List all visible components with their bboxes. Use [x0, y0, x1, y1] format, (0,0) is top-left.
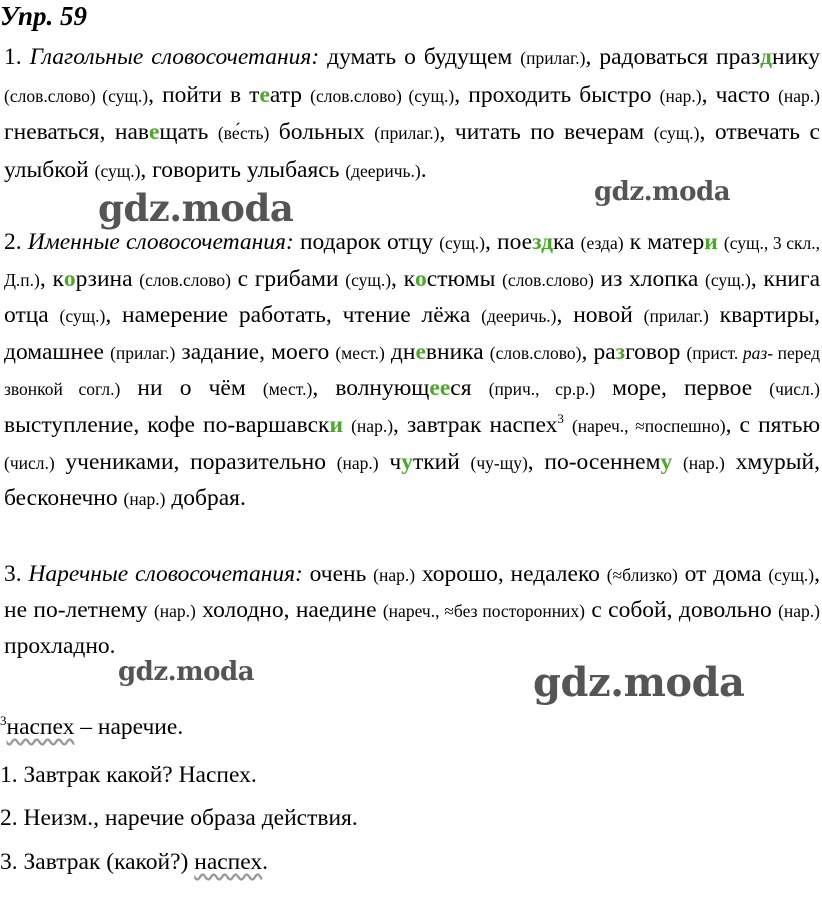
footnote-text: – наречие.	[74, 714, 184, 740]
text: , книга отца	[4, 265, 821, 329]
text: щать	[159, 119, 218, 145]
text: , с пятью	[725, 411, 820, 438]
footnote-line: 1. Завтрак какой? Наспех.	[0, 762, 257, 788]
text: думать о будущем	[319, 44, 521, 70]
text	[343, 412, 351, 438]
grammar-note: (сущ.)	[439, 233, 486, 253]
grammar-note: (сущ.)	[653, 123, 700, 143]
grammar-note: (езда)	[580, 233, 624, 253]
grammar-note: (слов.слово) (сущ.)	[4, 85, 149, 106]
section-heading: Глагольные словосочетания:	[29, 44, 320, 70]
watermark: gdz.moda	[98, 186, 294, 230]
footnote-text: 3. Завтрак (какой?)	[0, 849, 195, 875]
watermark: gdz.moda	[118, 657, 255, 687]
grammar-note: (сущ.)	[705, 269, 751, 290]
grammar-note: (прист.	[686, 342, 743, 363]
text: квартиры, домашнее	[4, 302, 820, 365]
grammar-note: (слов.слово)	[139, 269, 231, 290]
text: холодно, наедине	[195, 597, 383, 623]
text: , к	[391, 265, 416, 292]
paragraph-nominal-phrases	[4, 225, 820, 518]
grammar-note: (нар.)	[336, 452, 379, 473]
footnote-ref: 3	[557, 411, 564, 427]
text: , пойти в т	[148, 81, 260, 108]
text: вника	[425, 338, 490, 365]
highlighted-letter: ее	[429, 375, 451, 402]
text: ка	[553, 229, 581, 255]
grammar-note: (мест.)	[262, 379, 313, 400]
text: .	[420, 156, 427, 183]
grammar-note: (нар.)	[153, 601, 196, 621]
highlighted-letter: и	[704, 229, 718, 255]
grammar-note: (прич., ср.р.)	[488, 379, 596, 400]
text: стюмы	[426, 265, 503, 292]
text: , ра	[581, 338, 616, 365]
text: , часто	[701, 81, 779, 108]
text: добрая.	[165, 485, 246, 512]
grammar-note: перед звонкой согл.)	[4, 342, 820, 400]
paragraph-adverbial-phrases	[4, 557, 820, 664]
highlighted-letter: е	[148, 119, 160, 145]
text: , говорить улыбаясь	[140, 156, 346, 183]
text: выступление, кофе по-варшавск	[4, 411, 330, 438]
grammar-note: (слов.слово)	[489, 342, 582, 363]
grammar-note: (числ.)	[769, 379, 820, 400]
text: , волнующ	[312, 375, 430, 402]
grammar-note: (слов.слово)	[502, 269, 594, 290]
text: ни о чём	[120, 375, 263, 402]
text: ся	[450, 375, 489, 402]
text: учениками, поразительно	[54, 448, 337, 475]
text: , пое	[485, 229, 533, 255]
footnote-line: 2. Неизм., наречие образа действия.	[0, 805, 358, 831]
grammar-note: (сущ., 3 скл., Д.п.)	[4, 233, 821, 290]
highlighted-letter: о	[415, 265, 427, 292]
text: ткий	[412, 448, 471, 475]
text: от дома	[677, 561, 769, 587]
text: , завтрак наспех	[393, 411, 558, 438]
text: , по-осеннем	[527, 448, 661, 475]
text: , читать по вечерам	[439, 119, 654, 145]
text: , отвечать с улыбкой	[4, 119, 820, 183]
grammar-note: (сущ.)	[768, 565, 815, 585]
highlighted-letter: з	[615, 338, 626, 365]
grammar-note: (нар.)	[123, 489, 166, 510]
text: из хлопка	[593, 265, 706, 292]
grammar-note: (нар.)	[373, 565, 416, 585]
text: больных	[269, 119, 375, 145]
text: , радоваться праз	[585, 44, 761, 70]
highlighted-letter: у	[660, 448, 673, 475]
grammar-note: (нар.)	[682, 452, 725, 473]
text: дн	[384, 338, 416, 365]
grammar-note: (чу-щу)	[470, 452, 528, 473]
grammar-note: (дееричь.)	[345, 160, 421, 181]
text: ч	[378, 448, 402, 475]
grammar-note: (нареч., ≈без посторонних)	[382, 601, 586, 621]
highlighted-letter: и	[329, 411, 344, 438]
grammar-note: (сущ.)	[345, 269, 392, 290]
highlighted-letter: о	[63, 265, 76, 292]
grammar-note: (числ.)	[4, 452, 55, 473]
text: прохладно.	[4, 633, 116, 659]
section-heading: Именные словосочетания:	[27, 229, 294, 255]
text: к матер	[623, 229, 705, 255]
highlighted-letter: д	[760, 44, 772, 70]
grammar-note: (нар.)	[778, 601, 820, 621]
grammar-note: (прилаг.)	[520, 48, 586, 68]
footnote-mark: 3	[0, 713, 7, 729]
highlighted-letter: е	[259, 81, 270, 108]
text: хмурый, бесконечно	[4, 448, 820, 512]
text: хорошо, недалеко	[415, 561, 607, 587]
grammar-note: (сущ.)	[94, 160, 141, 181]
grammar-note: (нареч., ≈поспешно)	[571, 415, 726, 436]
text: гневаться, нав	[4, 119, 149, 145]
item-number: 3.	[4, 561, 29, 587]
text: , намерение работать, чтение лёжа	[105, 302, 482, 329]
text: очень	[302, 561, 374, 587]
grammar-note: (нар.)	[659, 85, 702, 106]
exercise-title: Упр. 59	[0, 1, 88, 31]
highlighted-letter: е	[415, 338, 426, 365]
grammar-note: (ве́сть)	[217, 123, 270, 143]
text: , проходить быстро	[454, 81, 660, 108]
grammar-note: (прилаг.)	[643, 306, 709, 327]
footnote-line	[0, 847, 268, 877]
text	[672, 449, 683, 475]
grammar-note: (прилаг.)	[374, 123, 440, 143]
text: море, первое	[595, 375, 770, 402]
watermark: gdz.moda	[533, 659, 745, 706]
grammar-note: (мест.)	[335, 342, 385, 363]
text: с собой, довольно	[585, 597, 779, 623]
text: говор	[625, 338, 687, 365]
grammar-note: (нар.)	[351, 415, 394, 436]
grammar-note: (сущ.)	[59, 306, 106, 327]
text: атр	[269, 81, 311, 108]
text: нику	[772, 44, 820, 70]
text: , не по-летнему	[4, 561, 820, 623]
grammar-note: (прилаг.)	[110, 342, 176, 363]
text: с грибами	[230, 265, 346, 292]
text: , новой	[556, 302, 644, 329]
section-heading: Наречные словосочетания:	[28, 561, 303, 587]
text: подарок отцу	[293, 229, 440, 255]
grammar-note: (дееричь.)	[481, 306, 557, 327]
grammar-note-prefix: раз-	[742, 342, 774, 363]
item-number: 2.	[4, 229, 28, 255]
footnote-word: наспех	[194, 849, 263, 875]
grammar-note: (слов.слово) (сущ.)	[310, 85, 455, 106]
text	[564, 412, 572, 438]
footnote-word: наспех	[6, 714, 75, 740]
highlighted-letter: у	[401, 448, 413, 475]
watermark: gdz.moda	[594, 177, 731, 207]
highlighted-letter: зд	[532, 229, 553, 255]
text: , к	[39, 265, 64, 292]
item-number: 1.	[4, 44, 30, 70]
grammar-note: (нар.)	[778, 85, 821, 106]
text: задание, моего	[175, 338, 336, 365]
grammar-note: (≈близко)	[606, 565, 678, 585]
footnote-line	[0, 712, 183, 742]
paragraph-verbal-phrases	[4, 39, 820, 189]
footnote-text: .	[262, 849, 269, 875]
text: рзина	[75, 265, 140, 292]
